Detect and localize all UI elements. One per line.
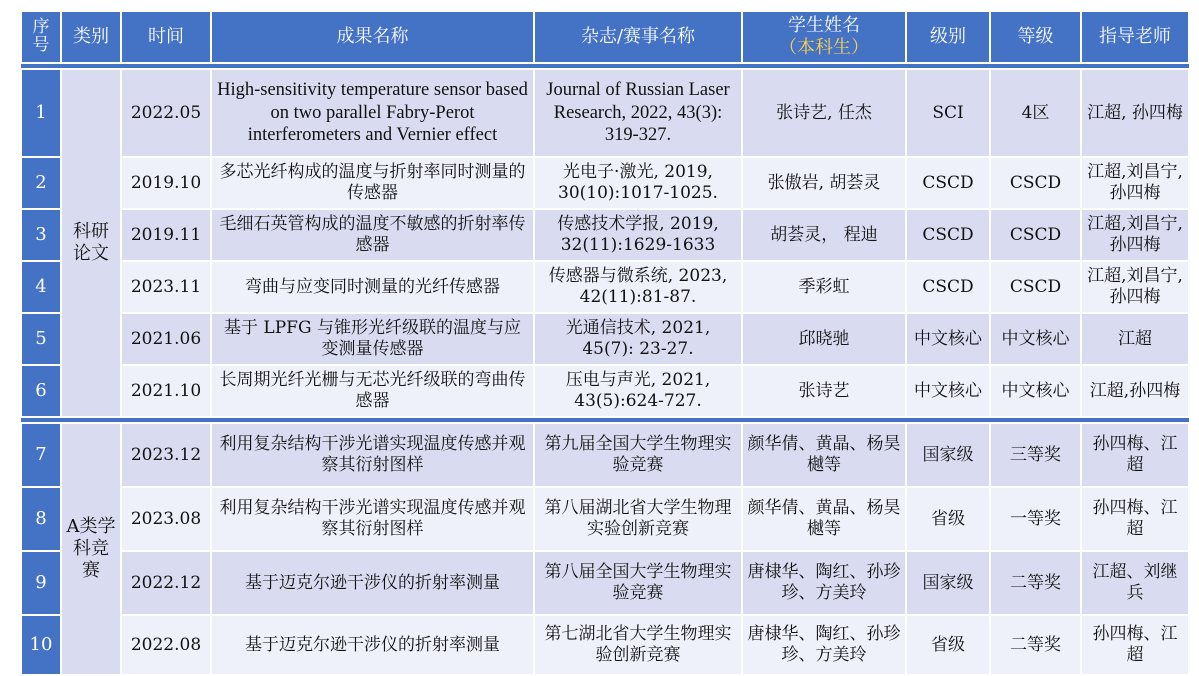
- table-row: [21, 423, 1189, 487]
- achievements-table: [20, 10, 1190, 676]
- cell-grade: 中文核心: [990, 313, 1081, 365]
- cell-index: 1: [21, 69, 61, 157]
- cell-index: 10: [21, 615, 61, 675]
- cell-grade: 4区: [990, 69, 1081, 157]
- cell-venue: 光通信技术, 2021, 45(7): 23-27.: [534, 313, 742, 365]
- cell-title: 长周期光纤光栅与无芯光纤级联的弯曲传感器: [211, 365, 534, 417]
- cell-title: 利用复杂结构干涉光谱实现温度传感并观察其衍射图样: [211, 423, 534, 487]
- cell-title: 弯曲与应变同时测量的光纤传感器: [211, 261, 534, 313]
- cell-grade: 三等奖: [990, 423, 1081, 487]
- cell-advisor: 江超: [1081, 313, 1189, 365]
- cell-students: 张诗艺, 任杰: [742, 69, 906, 157]
- cell-index: 7: [21, 423, 61, 487]
- table-row: [21, 69, 1189, 157]
- cell-students: 唐棣华、陶红、孙珍珍、方美玲: [742, 551, 906, 615]
- cell-grade: 二等奖: [990, 615, 1081, 675]
- cell-students: 张傲岩, 胡荟灵: [742, 157, 906, 209]
- cell-grade: CSCD: [990, 261, 1081, 313]
- cell-advisor: 江超,刘昌宁,孙四梅: [1081, 209, 1189, 261]
- header-grade: 等级: [990, 11, 1081, 63]
- header-date: 时间: [121, 11, 211, 63]
- cell-level: 国家级: [906, 423, 990, 487]
- table-row: [21, 615, 1189, 675]
- cell-venue: 压电与声光, 2021, 43(5):624-727.: [534, 365, 742, 417]
- cell-title: 多芯光纤构成的温度与折射率同时测量的传感器: [211, 157, 534, 209]
- cell-grade: 二等奖: [990, 551, 1081, 615]
- cell-index: 3: [21, 209, 61, 261]
- cell-index: 2: [21, 157, 61, 209]
- table-row: [21, 157, 1189, 209]
- cell-level: 中文核心: [906, 365, 990, 417]
- cell-venue: 第八届全国大学生物理实验竞赛: [534, 551, 742, 615]
- cell-level: 中文核心: [906, 313, 990, 365]
- header-students-label: 学生姓名: [788, 15, 860, 37]
- table-row: [21, 313, 1189, 365]
- cell-venue: 光电子·激光, 2019, 30(10):1017-1025.: [534, 157, 742, 209]
- table-row: [21, 261, 1189, 313]
- header-row: [21, 11, 1189, 63]
- cell-index: 4: [21, 261, 61, 313]
- cell-date: 2019.10: [121, 157, 211, 209]
- cell-grade: 中文核心: [990, 365, 1081, 417]
- cell-venue: 传感技术学报, 2019, 32(11):1629-1633: [534, 209, 742, 261]
- cell-grade: CSCD: [990, 157, 1081, 209]
- cell-advisor: 孙四梅、江超: [1081, 423, 1189, 487]
- cell-date: 2022.05: [121, 69, 211, 157]
- cell-venue: Journal of Russian Laser Research, 2022, 43(3): 319-327.: [534, 69, 742, 157]
- cell-index: 5: [21, 313, 61, 365]
- cell-date: 2023.11: [121, 261, 211, 313]
- cell-date: 2021.10: [121, 365, 211, 417]
- header-students-sub: （本科生）: [779, 37, 869, 58]
- cell-index: 8: [21, 487, 61, 551]
- cell-students: 张诗艺: [742, 365, 906, 417]
- cell-students: 颜华倩、黄晶、杨昊樾等: [742, 423, 906, 487]
- cell-students: 季彩虹: [742, 261, 906, 313]
- header-category: 类别: [61, 11, 121, 63]
- cell-date: 2022.08: [121, 615, 211, 675]
- cell-date: 2023.08: [121, 487, 211, 551]
- header-title: 成果名称: [211, 11, 534, 63]
- cell-grade: 一等奖: [990, 487, 1081, 551]
- cell-venue: 第七湖北省大学生物理实验创新竞赛: [534, 615, 742, 675]
- table-row: [21, 365, 1189, 417]
- cell-category: 科研论文: [61, 69, 121, 417]
- cell-students: 邱晓驰: [742, 313, 906, 365]
- header-index: 序号: [21, 11, 61, 63]
- cell-level: CSCD: [906, 157, 990, 209]
- cell-title: 基于 LPFG 与锥形光纤级联的温度与应变测量传感器: [211, 313, 534, 365]
- cell-level: CSCD: [906, 209, 990, 261]
- cell-advisor: 江超,刘昌宁,孙四梅: [1081, 261, 1189, 313]
- cell-title: 利用复杂结构干涉光谱实现温度传感并观察其衍射图样: [211, 487, 534, 551]
- cell-venue: 第八届湖北省大学生物理实验创新竞赛: [534, 487, 742, 551]
- cell-advisor: 江超,刘昌宁,孙四梅: [1081, 157, 1189, 209]
- cell-title: 基于迈克尔逊干涉仪的折射率测量: [211, 615, 534, 675]
- cell-date: 2019.11: [121, 209, 211, 261]
- cell-index: 9: [21, 551, 61, 615]
- cell-date: 2023.12: [121, 423, 211, 487]
- cell-title: 毛细石英管构成的温度不敏感的折射率传感器: [211, 209, 534, 261]
- cell-advisor: 孙四梅、江超: [1081, 615, 1189, 675]
- cell-category: A类学科竞赛: [61, 423, 121, 675]
- cell-level: SCI: [906, 69, 990, 157]
- cell-students: 胡荟灵， 程迪: [742, 209, 906, 261]
- header-advisor: 指导老师: [1081, 11, 1189, 63]
- cell-advisor: 江超,孙四梅: [1081, 365, 1189, 417]
- cell-title: High-sensitivity temperature sensor based on two parallel Fabry-Perot interferometers and Vernier effect: [211, 69, 534, 157]
- cell-level: 国家级: [906, 551, 990, 615]
- header-students: [742, 11, 906, 63]
- cell-students: 唐棣华、陶红、孙珍珍、方美玲: [742, 615, 906, 675]
- table-row: [21, 209, 1189, 261]
- cell-advisor: 孙四梅、江超: [1081, 487, 1189, 551]
- cell-date: 2021.06: [121, 313, 211, 365]
- cell-venue: 传感器与微系统, 2023, 42(11):81-87.: [534, 261, 742, 313]
- cell-level: CSCD: [906, 261, 990, 313]
- cell-title: 基于迈克尔逊干涉仪的折射率测量: [211, 551, 534, 615]
- cell-venue: 第九届全国大学生物理实验竞赛: [534, 423, 742, 487]
- cell-advisor: 江超、刘继兵: [1081, 551, 1189, 615]
- table-row: [21, 487, 1189, 551]
- cell-level: 省级: [906, 487, 990, 551]
- cell-grade: CSCD: [990, 209, 1081, 261]
- cell-students: 颜华倩、黄晶、杨昊樾等: [742, 487, 906, 551]
- header-venue: 杂志/赛事名称: [534, 11, 742, 63]
- table-row: [21, 551, 1189, 615]
- cell-advisor: 江超, 孙四梅: [1081, 69, 1189, 157]
- cell-index: 6: [21, 365, 61, 417]
- cell-date: 2022.12: [121, 551, 211, 615]
- cell-level: 省级: [906, 615, 990, 675]
- header-level: 级别: [906, 11, 990, 63]
